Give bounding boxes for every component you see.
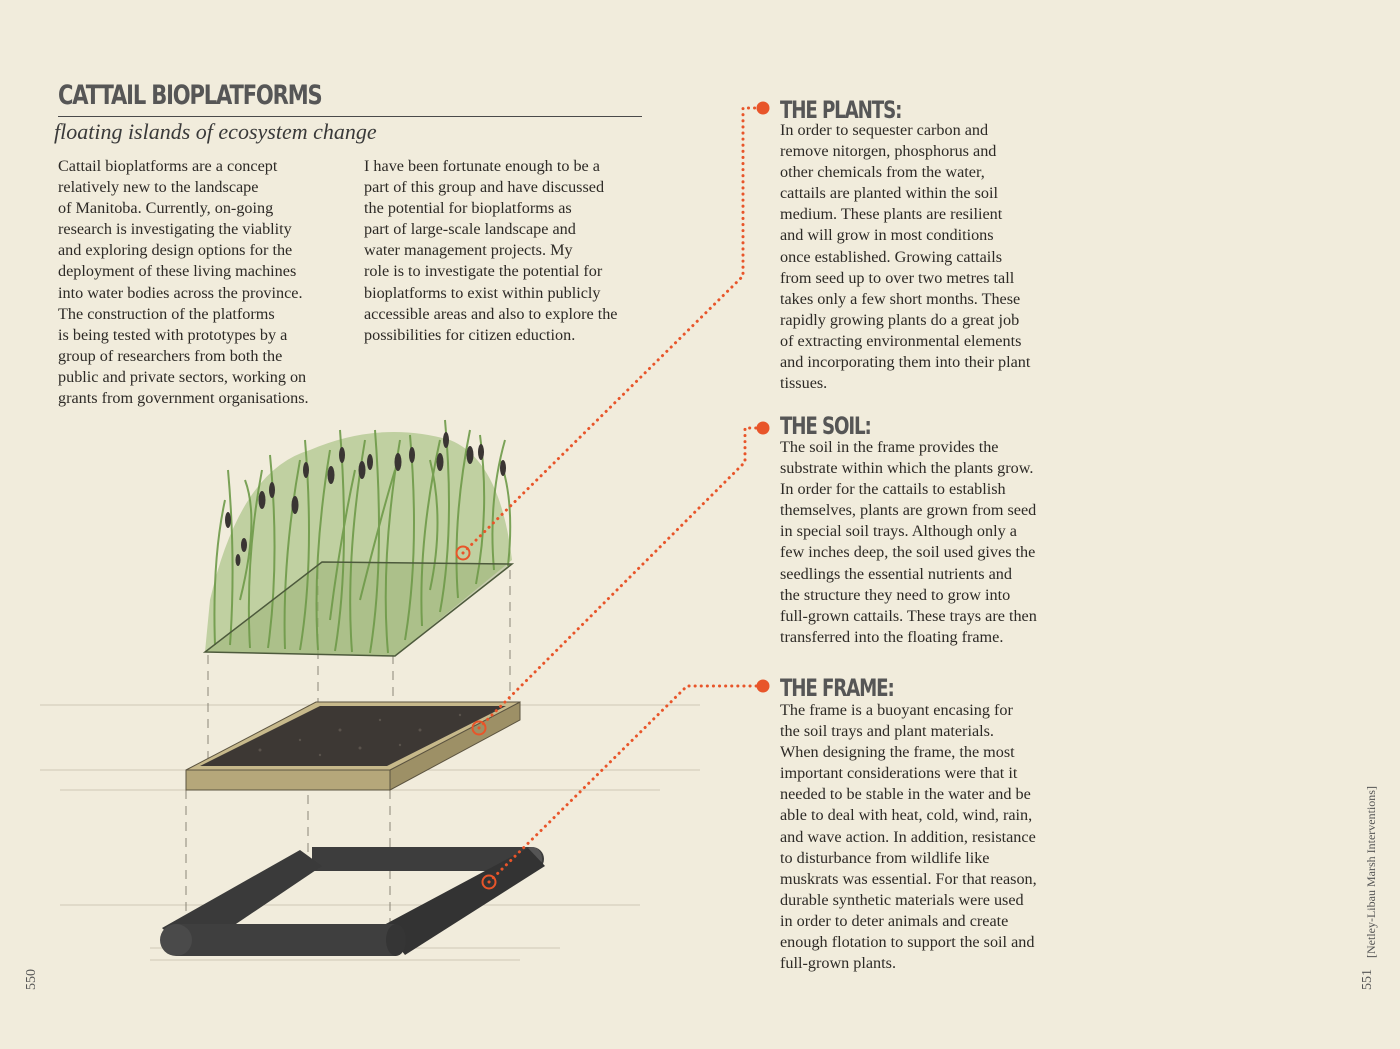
section-body-frame: The frame is a buoyant encasing for the soil trays and plant materials. When designing the frame, the most important considerations were that it needed to be stable in the water and be able to deal with heat, cold, wind, rain, and wave action. In addition, resistance to disturbance from wildlife like muskrats was essential. For that reason, durable synthetic materials were used in order to deter animals and create enough flotation to support the soil and full-grown plants. [780, 701, 1037, 973]
intro-column-1: Cattail bioplatforms are a concept relatively new to the landscape of Manitoba. Currently, on-going research is investigating the viablity and exploring design options for the deployment of these living machines into water bodies across the province. The construction of the platforms is being tested with prototypes by a group of researchers from both the public and private sectors, working on grants from government organisations. [58, 157, 309, 408]
section-heading-frame: THE FRAME: [780, 674, 894, 702]
section-heading-plants: THE PLANTS: [780, 96, 902, 124]
soil-leader-line [479, 428, 763, 728]
soil-tray-layer [186, 702, 520, 790]
tray-side-front [186, 770, 390, 790]
right-page-number: 551 [1360, 969, 1375, 990]
intro-column-2: I have been fortunate enough to be a part of this group and have discussed the potential for bioplatforms as part of large-scale landscape and water management projects. My role is to investigate the potential for bioplatforms to exist within publicly accessible areas and also to explore the possibilities for citizen eduction. [364, 157, 618, 344]
frame-front-tube [176, 924, 396, 956]
frame-front-tube-end [160, 924, 192, 956]
page-subtitle: floating islands of ecosystem change [54, 119, 377, 144]
leader-dot-icon [757, 422, 770, 435]
section-body-soil: The soil in the frame provides the substrate within which the plants grow. In order for the cattails to establish themselves, plants are grown from seed in special soil trays. Although only a few inches deep, the soil used gives the seedlings the essential nutrients and the structure they need to grow into full-grown cattails. These trays are then transferred into the floating frame. [780, 438, 1037, 646]
section-heading-soil: THE SOIL: [780, 412, 871, 440]
floating-frame-layer [160, 847, 545, 956]
leader-dot-icon [757, 680, 770, 693]
section-body-plants: In order to sequester carbon and remove nitorgen, phosphorus and other chemicals from the water, cattails are planted within the soil medium. These plants are resilient and will grow in most conditions once established. Growing cattails from seed up to over two metres tall takes only a few short months. These rapidly growing plants do a great job of extracting environmental elements and incorporating them into their plant tissues. [780, 121, 1031, 393]
running-head: [Netley-Libau Marsh Interventions] [1364, 786, 1378, 958]
page-title: CATTAIL BIOPLATFORMS [58, 80, 322, 111]
left-page-number: 550 [24, 969, 39, 990]
plant-layer [205, 420, 512, 656]
leader-dot-icon [757, 102, 770, 115]
